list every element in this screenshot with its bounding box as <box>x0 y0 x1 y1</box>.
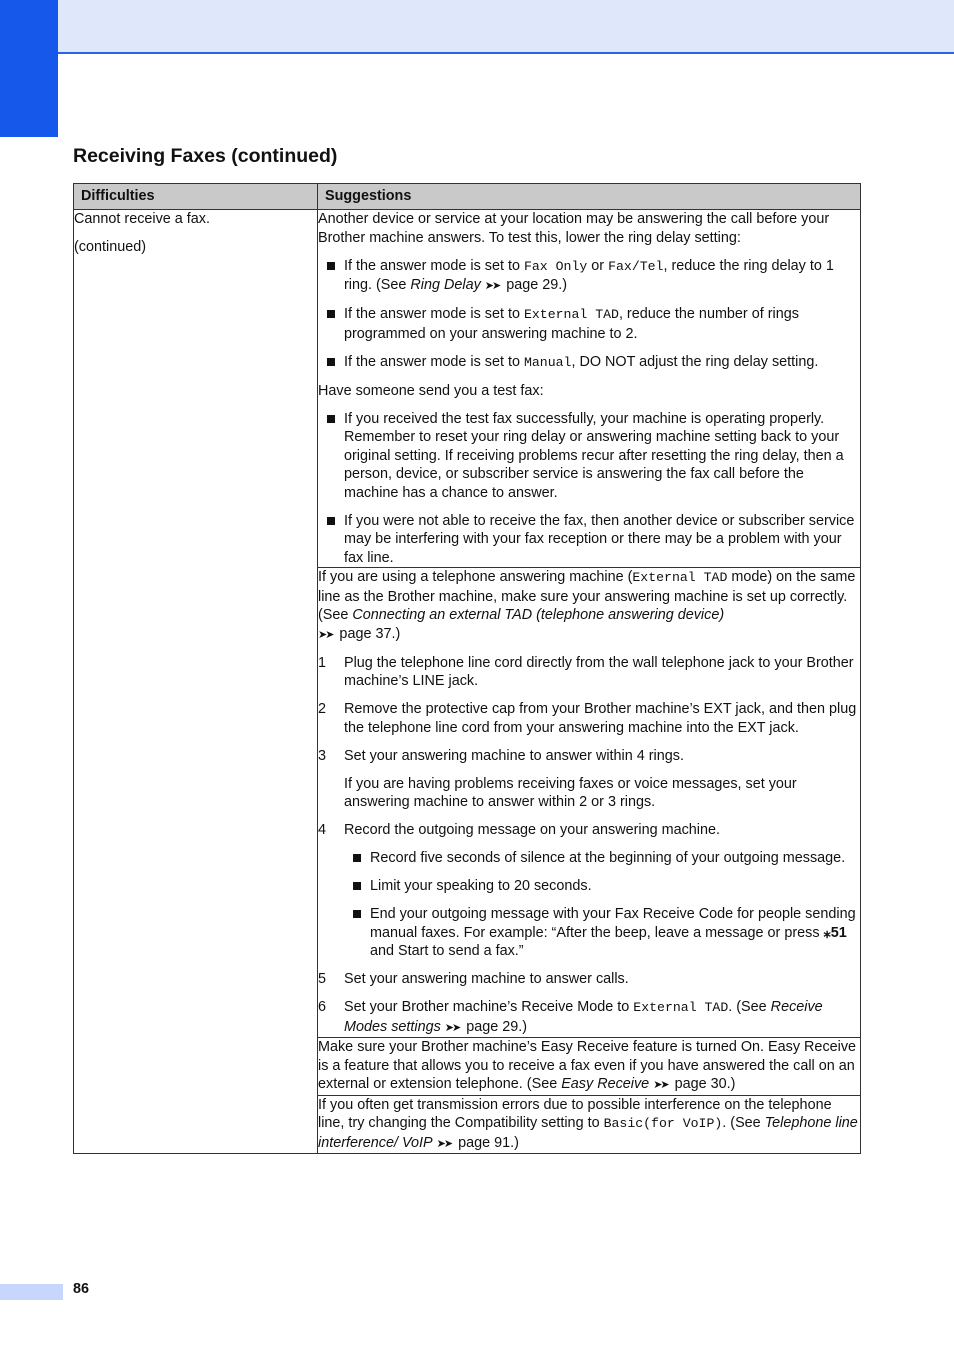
step-text: Record the outgoing message on your answering machine. <box>344 822 720 838</box>
list-item <box>318 305 860 343</box>
page-arrow-icon: ➤➤ <box>318 628 333 641</box>
text-span: page 91.) <box>454 1134 519 1151</box>
page-arrow-icon: ➤➤ <box>484 280 500 292</box>
sub-list-item <box>318 849 860 868</box>
mode-external-tad: External TAD <box>633 1000 729 1015</box>
text-span: . (See <box>722 1115 765 1131</box>
text-span: If you often get transmission errors due to possible interference on the telephone line, try changing the Compatibility setting to <box>318 1096 832 1131</box>
bullet-icon <box>353 854 361 862</box>
text-span: and Start to send a fax.” <box>370 943 524 959</box>
text-span: page 37.) <box>335 625 401 642</box>
page-arrow-icon: ➤➤ <box>653 1079 668 1091</box>
step-number: 6 <box>318 999 327 1015</box>
bullet-icon <box>327 415 335 423</box>
text-span: End your outgoing message with your Fax Receive Code for people sending manual faxes. For example: “After the beep, leave a message or press <box>370 906 856 941</box>
mode-external-tad: External TAD <box>523 307 619 322</box>
mode-manual: Manual <box>523 354 572 370</box>
step-number: 1 <box>318 654 327 671</box>
text-span: If you were not able to receive the fax, then another device or subscriber service may be interfering with your fax reception or there may be a problem with your fax line. <box>344 512 855 566</box>
fax-receive-code: ⁎51 <box>823 924 847 941</box>
reference-title: Receive Modes settings <box>344 999 823 1035</box>
difficulty-continued: (continued) <box>74 239 146 255</box>
bullet-icon <box>327 517 335 525</box>
page-number-band <box>0 1284 63 1300</box>
text-span: , reduce the number of rings programmed on your answering machine to 2. <box>344 306 799 342</box>
list-item <box>318 512 860 568</box>
bullet-icon <box>327 262 335 270</box>
list-item <box>318 257 860 296</box>
step-item <box>318 747 860 766</box>
chapter-tab <box>0 0 58 137</box>
reference-title: Connecting an external TAD (telephone answering device) <box>352 607 725 623</box>
step-number: 4 <box>318 822 327 838</box>
col-header-difficulties: Difficulties <box>74 184 318 210</box>
step-number: 3 <box>318 747 327 764</box>
reference-title: Easy Receive <box>561 1076 650 1092</box>
step-note: If you are having problems receiving faxes or voice messages, set your answering machine to answer within 2 or 3 rings. <box>344 775 797 810</box>
text-span: or <box>587 257 609 274</box>
mode-fax-tel: Fax/Tel <box>608 258 664 274</box>
bullet-icon <box>327 310 335 318</box>
step-text: Set your answering machine to answer within 4 rings. <box>344 747 684 764</box>
reference-title: Telephone line interference/ VoIP <box>318 1115 858 1151</box>
bullet-icon <box>353 910 361 918</box>
step-text: Set your answering machine to answer calls. <box>344 971 629 987</box>
suggestion-cell-ring-delay <box>318 210 861 568</box>
step-item <box>318 970 860 989</box>
header-band <box>58 0 954 54</box>
page-arrow-icon: ➤➤ <box>444 1021 460 1034</box>
mode-fax-only: Fax Only <box>523 258 588 274</box>
page-title: Receiving Faxes (continued) <box>73 145 338 167</box>
text-span: Make sure your Brother machine’s Easy Receive feature is turned On. Easy Receive is a feature that allows you to receive a fax even if you have answered the call on an external or extension telephone. (See <box>318 1039 857 1092</box>
step-item <box>318 998 860 1037</box>
suggestion-text <box>318 1096 860 1154</box>
step-number: 5 <box>318 971 327 987</box>
text-span: . (See <box>728 999 771 1015</box>
text-span: If the answer mode is set to <box>344 257 524 274</box>
reference-title: Ring Delay <box>410 277 481 293</box>
difficulty-cell <box>74 210 318 1154</box>
mode-external-tad: External TAD <box>632 570 728 585</box>
bullet-icon <box>327 358 335 366</box>
setting-basic-voip: Basic(for VoIP) <box>603 1116 723 1131</box>
sub-list-item <box>318 905 860 961</box>
step-item <box>318 654 860 691</box>
difficulty-text: Cannot receive a fax. <box>74 211 210 227</box>
suggestion-cell-compatibility <box>318 1095 861 1154</box>
text-span: Record five seconds of silence at the beginning of your outgoing message. <box>370 850 846 866</box>
step-text: Plug the telephone line cord directly from the wall telephone jack to your Brother machine’s LINE jack. <box>344 654 854 689</box>
page-arrow-icon: ➤➤ <box>436 1137 452 1150</box>
text-span: If you are using a telephone answering machine ( <box>318 569 633 585</box>
sub-list-item <box>318 877 860 896</box>
list-item <box>318 353 860 373</box>
step-number: 2 <box>318 701 327 717</box>
text-span: , DO NOT adjust the ring delay setting. <box>571 353 819 370</box>
text-span: Limit your speaking to 20 seconds. <box>370 878 592 894</box>
text-span: , reduce the ring delay to 1 ring. (See <box>344 257 834 293</box>
text-span: If you received the test fax successfully, your machine is operating properly. Remember to reset your ring delay or answering machine setting back to your original setting. If receiving problems recur after resetting the ring delay, then a person, device, or subscriber service is answering the fax call before the machine has a chance to answer. <box>344 410 844 501</box>
step-item <box>318 821 860 840</box>
text-span: If the answer mode is set to <box>344 353 524 370</box>
table-header-row <box>74 184 861 210</box>
troubleshooting-table <box>73 183 861 1154</box>
step-item <box>318 700 860 737</box>
list-item <box>318 410 860 503</box>
col-header-suggestions: Suggestions <box>318 184 861 210</box>
test-fax-heading: Have someone send you a test fax: <box>318 382 544 399</box>
step-text: Remove the protective cap from your Brother machine’s EXT jack, and then plug the telephone line cord from your answering machine into the EXT jack. <box>344 701 857 736</box>
suggestion-intro: Another device or service at your location may be answering the call before your Brother machine answers. To test this, lower the ring delay setting: <box>318 211 830 246</box>
text-span: page 30.) <box>670 1076 736 1092</box>
text-span: page 29.) <box>462 1018 528 1035</box>
text-span: page 29.) <box>502 277 568 293</box>
suggestion-text <box>318 1038 860 1095</box>
table-row <box>74 210 861 568</box>
step-text: Set your Brother machine’s Receive Mode to <box>344 999 634 1015</box>
suggestion-intro <box>318 568 860 644</box>
suggestion-cell-easy-receive <box>318 1038 861 1096</box>
text-span: If the answer mode is set to <box>344 306 524 322</box>
page-number: 86 <box>73 1281 90 1297</box>
text-span: mode) on the same line as the Brother machine, make sure your answering machine is set up correctly. (See <box>318 569 856 623</box>
bullet-icon <box>353 882 361 890</box>
suggestion-cell-answering-machine <box>318 568 861 1038</box>
